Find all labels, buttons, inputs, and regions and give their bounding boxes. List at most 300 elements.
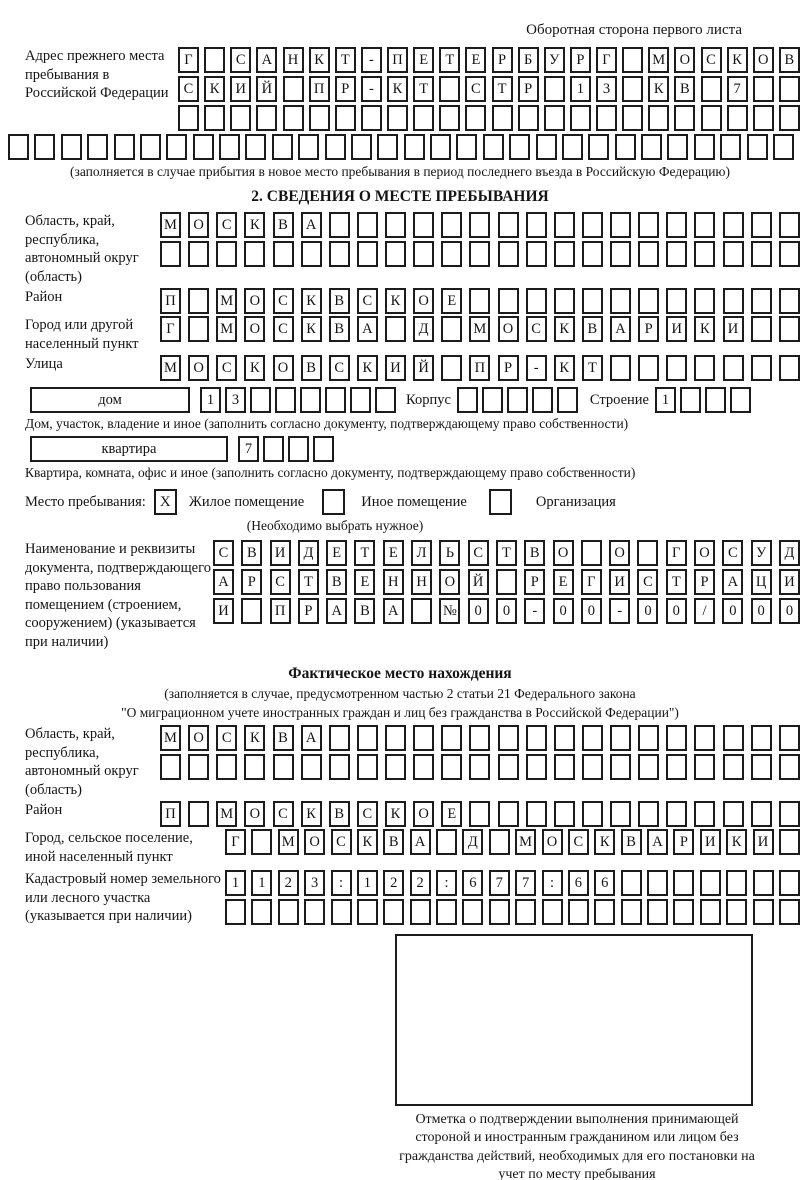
char-cell[interactable]: 2	[383, 870, 404, 896]
char-cell[interactable]: Е	[441, 801, 462, 827]
char-cell[interactable]: Г	[160, 316, 181, 342]
char-cell[interactable]: В	[273, 725, 294, 751]
char-cell[interactable]	[610, 725, 631, 751]
char-cell[interactable]: А	[326, 598, 347, 624]
char-cell[interactable]: И	[270, 540, 291, 566]
char-cell[interactable]: Т	[413, 76, 434, 102]
char-cell[interactable]	[647, 870, 668, 896]
char-cell[interactable]	[610, 801, 631, 827]
organization-checkbox[interactable]	[489, 489, 512, 515]
char-cell[interactable]	[751, 212, 772, 238]
char-cell[interactable]: Г	[225, 829, 246, 855]
residential-checkbox[interactable]: X	[154, 489, 177, 515]
char-cell[interactable]: В	[383, 829, 404, 855]
char-cell[interactable]: У	[751, 540, 772, 566]
char-cell[interactable]: 7	[238, 436, 259, 462]
char-cell[interactable]: П	[469, 355, 490, 381]
char-cell[interactable]: Р	[673, 829, 694, 855]
char-cell[interactable]	[188, 288, 209, 314]
char-cell[interactable]: 6	[568, 870, 589, 896]
char-cell[interactable]	[726, 899, 747, 925]
char-cell[interactable]	[610, 288, 631, 314]
char-cell[interactable]	[329, 725, 350, 751]
char-cell[interactable]: М	[160, 212, 181, 238]
char-cell[interactable]	[726, 870, 747, 896]
char-cell[interactable]: Г	[178, 47, 199, 73]
char-cell[interactable]: С	[568, 829, 589, 855]
char-cell[interactable]	[498, 754, 519, 780]
char-cell[interactable]	[304, 899, 325, 925]
char-cell[interactable]	[188, 801, 209, 827]
char-cell[interactable]	[779, 355, 800, 381]
char-cell[interactable]	[666, 212, 687, 238]
char-cell[interactable]: И	[385, 355, 406, 381]
char-cell[interactable]	[751, 725, 772, 751]
char-cell[interactable]	[588, 134, 609, 160]
char-cell[interactable]	[413, 754, 434, 780]
char-cell[interactable]	[723, 212, 744, 238]
char-cell[interactable]	[483, 134, 504, 160]
char-cell[interactable]	[730, 387, 751, 413]
char-cell[interactable]	[526, 288, 547, 314]
char-cell[interactable]: В	[273, 212, 294, 238]
char-cell[interactable]: К	[594, 829, 615, 855]
char-cell[interactable]	[751, 355, 772, 381]
char-cell[interactable]: К	[244, 725, 265, 751]
char-cell[interactable]	[469, 241, 490, 267]
char-cell[interactable]: Т	[666, 569, 687, 595]
char-cell[interactable]: В	[329, 288, 350, 314]
char-cell[interactable]: В	[354, 598, 375, 624]
char-cell[interactable]	[244, 754, 265, 780]
char-cell[interactable]: С	[526, 316, 547, 342]
char-cell[interactable]	[325, 387, 346, 413]
char-cell[interactable]	[430, 134, 451, 160]
char-cell[interactable]: В	[329, 801, 350, 827]
char-cell[interactable]	[701, 105, 722, 131]
char-cell[interactable]: О	[273, 355, 294, 381]
char-cell[interactable]: И	[666, 316, 687, 342]
char-cell[interactable]: 0	[553, 598, 574, 624]
char-cell[interactable]	[723, 725, 744, 751]
char-cell[interactable]	[357, 212, 378, 238]
char-cell[interactable]	[87, 134, 108, 160]
char-cell[interactable]	[188, 316, 209, 342]
char-cell[interactable]	[779, 754, 800, 780]
char-cell[interactable]	[637, 540, 658, 566]
char-cell[interactable]: 1	[251, 870, 272, 896]
char-cell[interactable]: Н	[411, 569, 432, 595]
char-cell[interactable]: К	[244, 212, 265, 238]
char-cell[interactable]: Н	[383, 569, 404, 595]
char-cell[interactable]: С	[722, 540, 743, 566]
char-cell[interactable]: -	[524, 598, 545, 624]
char-cell[interactable]	[570, 105, 591, 131]
char-cell[interactable]	[638, 725, 659, 751]
char-cell[interactable]	[615, 134, 636, 160]
char-cell[interactable]	[753, 870, 774, 896]
char-cell[interactable]: Ь	[439, 540, 460, 566]
char-cell[interactable]: М	[216, 801, 237, 827]
char-cell[interactable]: К	[554, 316, 575, 342]
char-cell[interactable]: О	[244, 801, 265, 827]
char-cell[interactable]	[779, 801, 800, 827]
char-cell[interactable]	[329, 241, 350, 267]
char-cell[interactable]: О	[413, 801, 434, 827]
char-cell[interactable]	[753, 105, 774, 131]
char-cell[interactable]	[701, 76, 722, 102]
char-cell[interactable]: -	[361, 76, 382, 102]
char-cell[interactable]: Г	[666, 540, 687, 566]
char-cell[interactable]: Ц	[751, 569, 772, 595]
char-cell[interactable]	[469, 212, 490, 238]
char-cell[interactable]	[245, 134, 266, 160]
char-cell[interactable]	[250, 387, 271, 413]
char-cell[interactable]: А	[647, 829, 668, 855]
char-cell[interactable]	[554, 801, 575, 827]
char-cell[interactable]	[694, 801, 715, 827]
char-cell[interactable]	[278, 899, 299, 925]
char-cell[interactable]: 1	[225, 870, 246, 896]
char-cell[interactable]: С	[273, 316, 294, 342]
char-cell[interactable]	[582, 725, 603, 751]
char-cell[interactable]	[544, 76, 565, 102]
char-cell[interactable]: С	[701, 47, 722, 73]
char-cell[interactable]	[313, 436, 334, 462]
char-cell[interactable]	[779, 241, 800, 267]
char-cell[interactable]: Е	[441, 288, 462, 314]
char-cell[interactable]	[387, 105, 408, 131]
char-cell[interactable]	[298, 134, 319, 160]
char-cell[interactable]	[244, 241, 265, 267]
char-cell[interactable]	[411, 598, 432, 624]
char-cell[interactable]	[275, 387, 296, 413]
char-cell[interactable]: О	[188, 212, 209, 238]
char-cell[interactable]	[188, 241, 209, 267]
char-cell[interactable]	[160, 241, 181, 267]
char-cell[interactable]	[641, 134, 662, 160]
char-cell[interactable]	[436, 829, 457, 855]
char-cell[interactable]: О	[244, 316, 265, 342]
char-cell[interactable]	[140, 134, 161, 160]
char-cell[interactable]: №	[439, 598, 460, 624]
char-cell[interactable]: А	[383, 598, 404, 624]
char-cell[interactable]: К	[726, 829, 747, 855]
char-cell[interactable]	[329, 212, 350, 238]
char-cell[interactable]	[779, 870, 800, 896]
char-cell[interactable]: О	[188, 725, 209, 751]
char-cell[interactable]: 1	[655, 387, 676, 413]
char-cell[interactable]: С	[178, 76, 199, 102]
char-cell[interactable]	[582, 241, 603, 267]
char-cell[interactable]: 1	[570, 76, 591, 102]
char-cell[interactable]: Т	[496, 540, 517, 566]
char-cell[interactable]: К	[387, 76, 408, 102]
char-cell[interactable]	[723, 355, 744, 381]
char-cell[interactable]	[441, 355, 462, 381]
char-cell[interactable]	[288, 436, 309, 462]
char-cell[interactable]	[301, 754, 322, 780]
char-cell[interactable]	[666, 725, 687, 751]
char-cell[interactable]	[469, 801, 490, 827]
char-cell[interactable]	[622, 105, 643, 131]
char-cell[interactable]	[666, 801, 687, 827]
char-cell[interactable]: В	[779, 47, 800, 73]
char-cell[interactable]	[357, 725, 378, 751]
char-cell[interactable]	[582, 754, 603, 780]
char-cell[interactable]	[498, 288, 519, 314]
char-cell[interactable]	[638, 212, 659, 238]
char-cell[interactable]	[375, 387, 396, 413]
char-cell[interactable]	[204, 47, 225, 73]
char-cell[interactable]: О	[553, 540, 574, 566]
char-cell[interactable]	[638, 355, 659, 381]
char-cell[interactable]: А	[410, 829, 431, 855]
char-cell[interactable]	[413, 212, 434, 238]
char-cell[interactable]	[581, 540, 602, 566]
char-cell[interactable]	[673, 899, 694, 925]
char-cell[interactable]	[385, 241, 406, 267]
char-cell[interactable]	[596, 105, 617, 131]
char-cell[interactable]	[489, 899, 510, 925]
char-cell[interactable]: В	[621, 829, 642, 855]
char-cell[interactable]: Р	[694, 569, 715, 595]
char-cell[interactable]: И	[700, 829, 721, 855]
char-cell[interactable]	[439, 105, 460, 131]
char-cell[interactable]: А	[256, 47, 277, 73]
char-cell[interactable]	[526, 725, 547, 751]
char-cell[interactable]: Т	[492, 76, 513, 102]
char-cell[interactable]	[498, 725, 519, 751]
char-cell[interactable]	[160, 754, 181, 780]
char-cell[interactable]	[554, 725, 575, 751]
char-cell[interactable]	[404, 134, 425, 160]
char-cell[interactable]	[273, 241, 294, 267]
char-cell[interactable]	[621, 899, 642, 925]
char-cell[interactable]: 6	[462, 870, 483, 896]
char-cell[interactable]: -	[609, 598, 630, 624]
char-cell[interactable]	[441, 725, 462, 751]
char-cell[interactable]: О	[694, 540, 715, 566]
char-cell[interactable]: Д	[779, 540, 800, 566]
char-cell[interactable]	[694, 754, 715, 780]
char-cell[interactable]: Н	[283, 47, 304, 73]
char-cell[interactable]: О	[439, 569, 460, 595]
char-cell[interactable]	[385, 212, 406, 238]
char-cell[interactable]: П	[270, 598, 291, 624]
char-cell[interactable]	[251, 829, 272, 855]
char-cell[interactable]: 0	[581, 598, 602, 624]
char-cell[interactable]: Е	[465, 47, 486, 73]
char-cell[interactable]	[507, 387, 528, 413]
char-cell[interactable]	[441, 241, 462, 267]
char-cell[interactable]: О	[609, 540, 630, 566]
char-cell[interactable]	[469, 725, 490, 751]
char-cell[interactable]	[638, 754, 659, 780]
char-cell[interactable]	[723, 241, 744, 267]
char-cell[interactable]	[178, 105, 199, 131]
char-cell[interactable]	[673, 870, 694, 896]
char-cell[interactable]	[457, 387, 478, 413]
char-cell[interactable]	[554, 754, 575, 780]
char-cell[interactable]: Л	[411, 540, 432, 566]
char-cell[interactable]	[622, 76, 643, 102]
char-cell[interactable]: А	[610, 316, 631, 342]
char-cell[interactable]: /	[694, 598, 715, 624]
char-cell[interactable]	[509, 134, 530, 160]
char-cell[interactable]	[441, 754, 462, 780]
char-cell[interactable]	[357, 241, 378, 267]
char-cell[interactable]	[385, 754, 406, 780]
char-cell[interactable]	[441, 316, 462, 342]
char-cell[interactable]: К	[385, 288, 406, 314]
char-cell[interactable]	[753, 76, 774, 102]
char-cell[interactable]	[779, 725, 800, 751]
char-cell[interactable]	[705, 387, 726, 413]
char-cell[interactable]	[554, 288, 575, 314]
char-cell[interactable]	[351, 134, 372, 160]
char-cell[interactable]	[272, 134, 293, 160]
char-cell[interactable]	[350, 387, 371, 413]
char-cell[interactable]	[680, 387, 701, 413]
char-cell[interactable]: 3	[225, 387, 246, 413]
char-cell[interactable]	[674, 105, 695, 131]
char-cell[interactable]: М	[216, 288, 237, 314]
char-cell[interactable]: П	[309, 76, 330, 102]
char-cell[interactable]: П	[160, 288, 181, 314]
char-cell[interactable]	[751, 754, 772, 780]
char-cell[interactable]	[582, 801, 603, 827]
char-cell[interactable]	[492, 105, 513, 131]
char-cell[interactable]	[694, 134, 715, 160]
char-cell[interactable]	[666, 355, 687, 381]
char-cell[interactable]: С	[213, 540, 234, 566]
char-cell[interactable]	[456, 134, 477, 160]
char-cell[interactable]	[694, 725, 715, 751]
char-cell[interactable]: 0	[751, 598, 772, 624]
char-cell[interactable]	[385, 725, 406, 751]
char-cell[interactable]: 3	[596, 76, 617, 102]
char-cell[interactable]	[621, 870, 642, 896]
char-cell[interactable]: 0	[637, 598, 658, 624]
char-cell[interactable]	[496, 569, 517, 595]
char-cell[interactable]	[562, 134, 583, 160]
char-cell[interactable]	[361, 105, 382, 131]
char-cell[interactable]	[325, 134, 346, 160]
char-cell[interactable]	[610, 241, 631, 267]
char-cell[interactable]: А	[213, 569, 234, 595]
char-cell[interactable]	[542, 899, 563, 925]
char-cell[interactable]	[779, 76, 800, 102]
char-cell[interactable]	[383, 899, 404, 925]
char-cell[interactable]	[694, 355, 715, 381]
char-cell[interactable]: О	[753, 47, 774, 73]
char-cell[interactable]: К	[301, 288, 322, 314]
char-cell[interactable]	[779, 105, 800, 131]
char-cell[interactable]	[723, 754, 744, 780]
char-cell[interactable]: С	[637, 569, 658, 595]
char-cell[interactable]: В	[524, 540, 545, 566]
char-cell[interactable]: :	[331, 870, 352, 896]
char-cell[interactable]	[568, 899, 589, 925]
char-cell[interactable]: К	[357, 355, 378, 381]
char-cell[interactable]: В	[326, 569, 347, 595]
char-cell[interactable]	[498, 801, 519, 827]
char-cell[interactable]	[498, 241, 519, 267]
char-cell[interactable]: М	[160, 355, 181, 381]
char-cell[interactable]: С	[216, 355, 237, 381]
char-cell[interactable]: :	[436, 870, 457, 896]
char-cell[interactable]: К	[309, 47, 330, 73]
char-cell[interactable]	[694, 212, 715, 238]
char-cell[interactable]	[216, 241, 237, 267]
char-cell[interactable]	[610, 355, 631, 381]
char-cell[interactable]	[469, 288, 490, 314]
char-cell[interactable]	[377, 134, 398, 160]
char-cell[interactable]: К	[554, 355, 575, 381]
char-cell[interactable]	[779, 212, 800, 238]
char-cell[interactable]: И	[609, 569, 630, 595]
char-cell[interactable]	[582, 212, 603, 238]
char-cell[interactable]	[667, 134, 688, 160]
char-cell[interactable]: -	[361, 47, 382, 73]
char-cell[interactable]	[666, 754, 687, 780]
char-cell[interactable]	[694, 288, 715, 314]
char-cell[interactable]: С	[331, 829, 352, 855]
char-cell[interactable]	[753, 899, 774, 925]
char-cell[interactable]: С	[465, 76, 486, 102]
char-cell[interactable]	[300, 387, 321, 413]
char-cell[interactable]: О	[674, 47, 695, 73]
char-cell[interactable]	[204, 105, 225, 131]
char-cell[interactable]	[518, 105, 539, 131]
char-cell[interactable]: О	[413, 288, 434, 314]
char-cell[interactable]: С	[357, 288, 378, 314]
char-cell[interactable]	[727, 105, 748, 131]
char-cell[interactable]	[594, 899, 615, 925]
char-cell[interactable]: И	[213, 598, 234, 624]
char-cell[interactable]	[526, 241, 547, 267]
char-cell[interactable]	[465, 105, 486, 131]
char-cell[interactable]	[751, 801, 772, 827]
char-cell[interactable]: К	[301, 316, 322, 342]
char-cell[interactable]	[114, 134, 135, 160]
char-cell[interactable]: 0	[468, 598, 489, 624]
char-cell[interactable]: Р	[241, 569, 262, 595]
char-cell[interactable]: В	[301, 355, 322, 381]
char-cell[interactable]: П	[160, 801, 181, 827]
char-cell[interactable]: 7	[489, 870, 510, 896]
char-cell[interactable]: М	[648, 47, 669, 73]
char-cell[interactable]	[723, 801, 744, 827]
char-cell[interactable]	[489, 829, 510, 855]
char-cell[interactable]	[720, 134, 741, 160]
char-cell[interactable]: 0	[722, 598, 743, 624]
char-cell[interactable]	[751, 288, 772, 314]
apartment-type-field[interactable]: квартира	[30, 436, 228, 462]
char-cell[interactable]: Д	[462, 829, 483, 855]
char-cell[interactable]: Й	[468, 569, 489, 595]
char-cell[interactable]	[723, 288, 744, 314]
char-cell[interactable]: :	[542, 870, 563, 896]
char-cell[interactable]	[256, 105, 277, 131]
char-cell[interactable]	[283, 76, 304, 102]
char-cell[interactable]: 7	[515, 870, 536, 896]
char-cell[interactable]: И	[753, 829, 774, 855]
char-cell[interactable]	[544, 105, 565, 131]
char-cell[interactable]	[751, 241, 772, 267]
char-cell[interactable]: Й	[413, 355, 434, 381]
